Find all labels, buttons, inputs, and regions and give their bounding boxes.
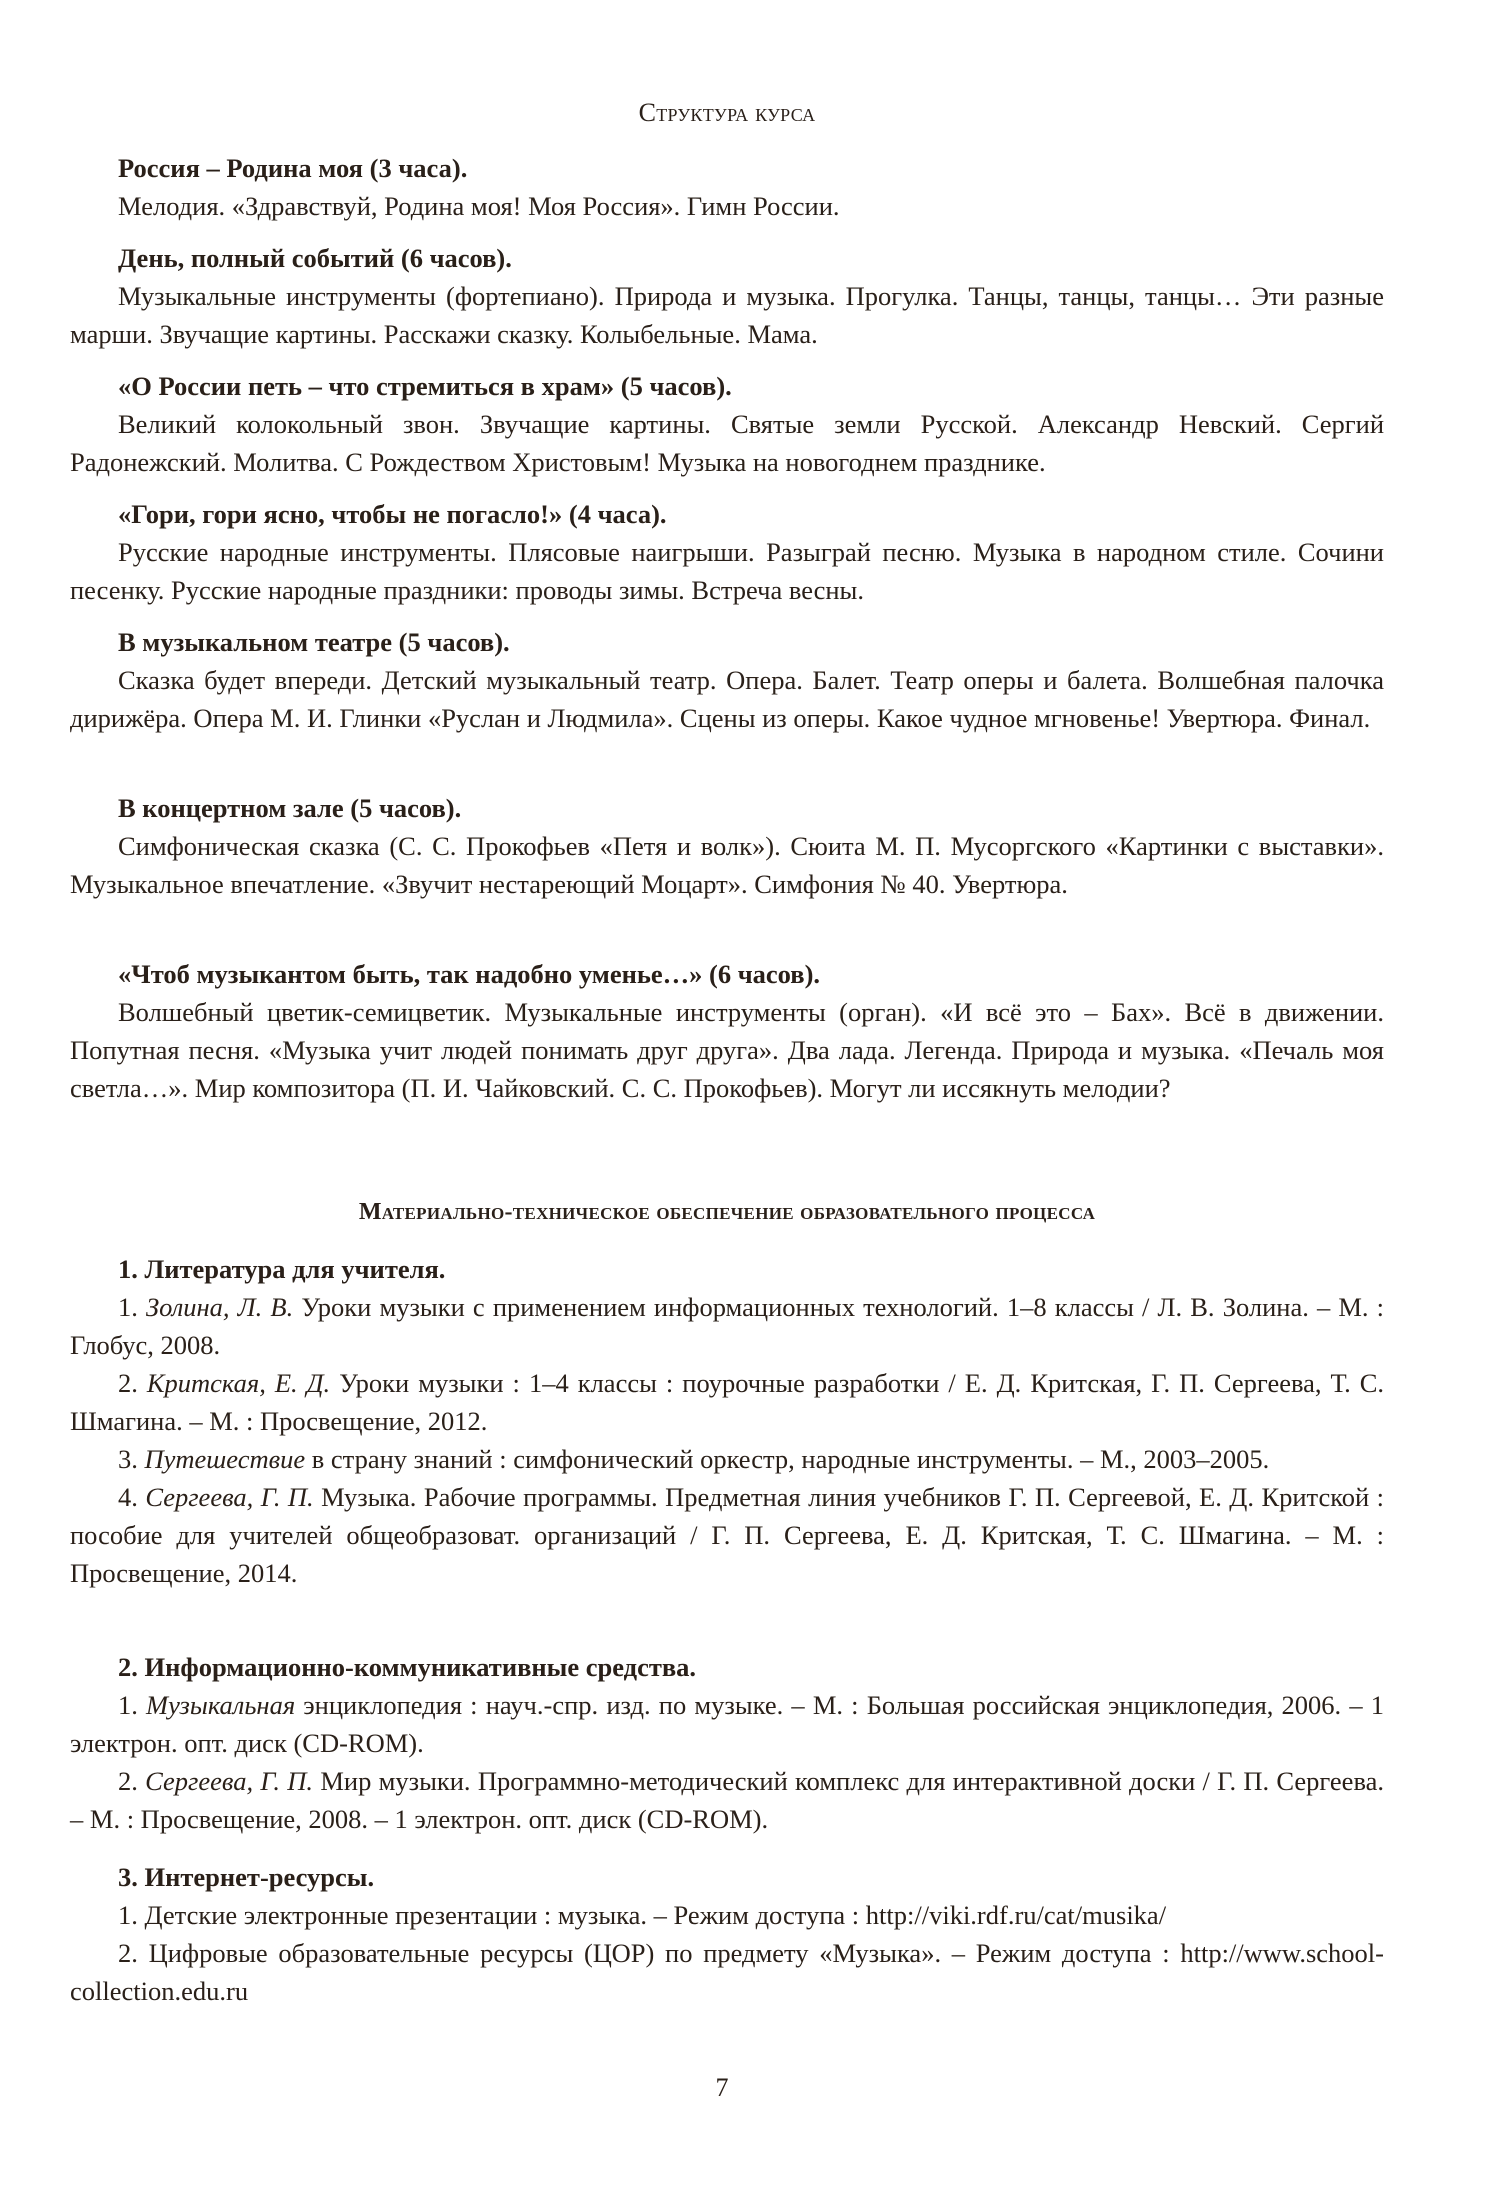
bibliography-item xyxy=(70,1364,1384,1440)
item-author: Сергеева, Г. П. xyxy=(145,1482,314,1512)
bibliography-item xyxy=(70,1288,1384,1364)
resource-group-heading: 2. Информационно-коммуникативные средства. xyxy=(118,1652,697,1682)
resource-group-internet xyxy=(70,1858,1384,2010)
resource-group-heading: 1. Литература для учителя. xyxy=(118,1254,446,1284)
item-description: энциклопедия : науч.-спр. изд. по музыке. – М. : Большая российская энциклопедия, 2006. – 1 электрон. опт. диск (CD-ROM). xyxy=(70,1690,1384,1758)
course-section-heading: День, полный событий (6 часов). xyxy=(118,243,512,273)
item-title: Путешествие xyxy=(144,1444,306,1474)
internet-resource-item xyxy=(70,1896,1384,1934)
item-title: Музыкальная xyxy=(146,1690,296,1720)
item-number: 2. xyxy=(118,1938,138,1968)
item-author: Критская, Е. Д. xyxy=(146,1368,331,1398)
item-description: Уроки музыки : 1–4 классы : поурочные разработки / Е. Д. Критская, Г. П. Сергеева, Т. С. Шмагина. – М. : Просвещение, 2012. xyxy=(70,1368,1385,1436)
course-section xyxy=(70,239,1384,353)
course-section-heading: Россия – Родина моя (3 часа). xyxy=(118,153,468,183)
course-section-heading: «Чтоб музыкантом быть, так надобно уменье…» (6 часов). xyxy=(118,959,821,989)
item-author: Золина, Л. В. xyxy=(146,1292,294,1322)
item-description: Цифровые образовательные ресурсы (ЦОР) по предмету «Музыка». – Режим доступа : http://www.school-collection.edu.ru xyxy=(70,1938,1384,2006)
resource-group-heading: 3. Интернет-ресурсы. xyxy=(118,1862,375,1892)
bibliography-item xyxy=(70,1686,1384,1762)
course-section-heading: В концертном зале (5 часов). xyxy=(118,793,462,823)
item-description: Мир музыки. Программно-методический комплекс для интерактивной доски / Г. П. Сергеева. – М. : Просвещение, 2008. – 1 электрон. опт. диск (CD-ROM). xyxy=(70,1766,1384,1834)
course-section xyxy=(70,789,1384,903)
course-section-text: Музыкальные инструменты (фортепиано). Природа и музыка. Прогулка. Танцы, танцы, танцы… Эти разные марши. Звучащие картины. Расскажи сказку. Колыбельные. Мама. xyxy=(70,281,1384,349)
item-description: в страну знаний : симфонический оркестр, народные инструменты. – М., 2003–2005. xyxy=(305,1444,1270,1474)
course-section-text: Симфоническая сказка (С. С. Прокофьев «Петя и волк»). Сюита М. П. Мусоргского «Картинки с выставки». Музыкальное впечатление. «Звучит нестареющий Моцарт». Симфония № 40. Увертюра. xyxy=(70,831,1384,899)
item-description: Уроки музыки с применением информационных технологий. 1–8 классы / Л. В. Золина. – М. : Глобус, 2008. xyxy=(70,1292,1385,1360)
course-section-heading: «Гори, гори ясно, чтобы не погасло!» (4 часа). xyxy=(118,499,667,529)
item-number: 4. xyxy=(118,1482,138,1512)
course-section-text: Великий колокольный звон. Звучащие картины. Святые земли Русской. Александр Невский. Сергий Радонежский. Молитва. С Рождеством Христовым! Музыка на новогоднем празднике. xyxy=(70,409,1384,477)
bibliography-item xyxy=(70,1478,1384,1592)
section-title-course-structure: Структура курса xyxy=(638,98,816,127)
course-section-text: Сказка будет впереди. Детский музыкальный театр. Опера. Балет. Театр оперы и балета. Волшебная палочка дирижёра. Опера М. И. Глинки «Руслан и Людмила». Сцены из оперы. Какое чудное мгновенье! Увертюра. Финал. xyxy=(70,665,1384,733)
course-section-text: Русские народные инструменты. Плясовые наигрыши. Разыграй песню. Музыка в народном стиле. Сочини песенку. Русские народные праздники: проводы зимы. Встреча весны. xyxy=(70,537,1384,605)
resource-group-ict xyxy=(70,1648,1384,1838)
item-number: 2. xyxy=(118,1766,138,1796)
course-section xyxy=(70,367,1384,481)
item-number: 1. xyxy=(118,1900,138,1930)
course-section xyxy=(70,495,1384,609)
item-number: 1. xyxy=(118,1690,138,1720)
item-number: 2. xyxy=(118,1368,138,1398)
resource-group-literature xyxy=(70,1250,1384,1592)
bibliography-item xyxy=(70,1440,1384,1478)
course-section xyxy=(70,623,1384,737)
item-number: 3. xyxy=(118,1444,138,1474)
item-description: Детские электронные презентации : музыка. – Режим доступа : http://viki.rdf.ru/cat/musika/ xyxy=(137,1900,1167,1930)
internet-resource-item xyxy=(70,1934,1384,2010)
course-section xyxy=(70,149,1384,225)
course-section-heading: «О России петь – что стремиться в храм» (5 часов). xyxy=(118,371,732,401)
course-section-text: Мелодия. «Здравствуй, Родина моя! Моя Россия». Гимн России. xyxy=(118,191,840,221)
course-section xyxy=(70,955,1384,1107)
section-title-resources: Материально-техническое обеспечение образовательного процесса xyxy=(358,1199,1096,1225)
item-description: Музыка. Рабочие программы. Предметная линия учебников Г. П. Сергеевой, Е. Д. Критской : пособие для учителей общеобразоват. организаций / Г. П. Сергеева, Е. Д. Критская, Т. С. Шмагина. – М. : Просвещение, 2014. xyxy=(70,1482,1385,1588)
bibliography-item xyxy=(70,1762,1384,1838)
course-section-heading: В музыкальном театре (5 часов). xyxy=(118,627,510,657)
item-number: 1. xyxy=(118,1292,138,1322)
item-author: Сергеева, Г. П. xyxy=(145,1766,314,1796)
course-section-text: Волшебный цветик-семицветик. Музыкальные инструменты (орган). «И всё это – Бах». Всё в движении. Попутная песня. «Музыка учит людей понимать друг друга». Два лада. Легенда. Природа и музыка. «Печаль моя светла…». Мир композитора (П. И. Чайковский. С. С. Прокофьев). Могут ли иссякнуть мелодии? xyxy=(70,997,1384,1103)
page-number: 7 xyxy=(715,2073,729,2102)
